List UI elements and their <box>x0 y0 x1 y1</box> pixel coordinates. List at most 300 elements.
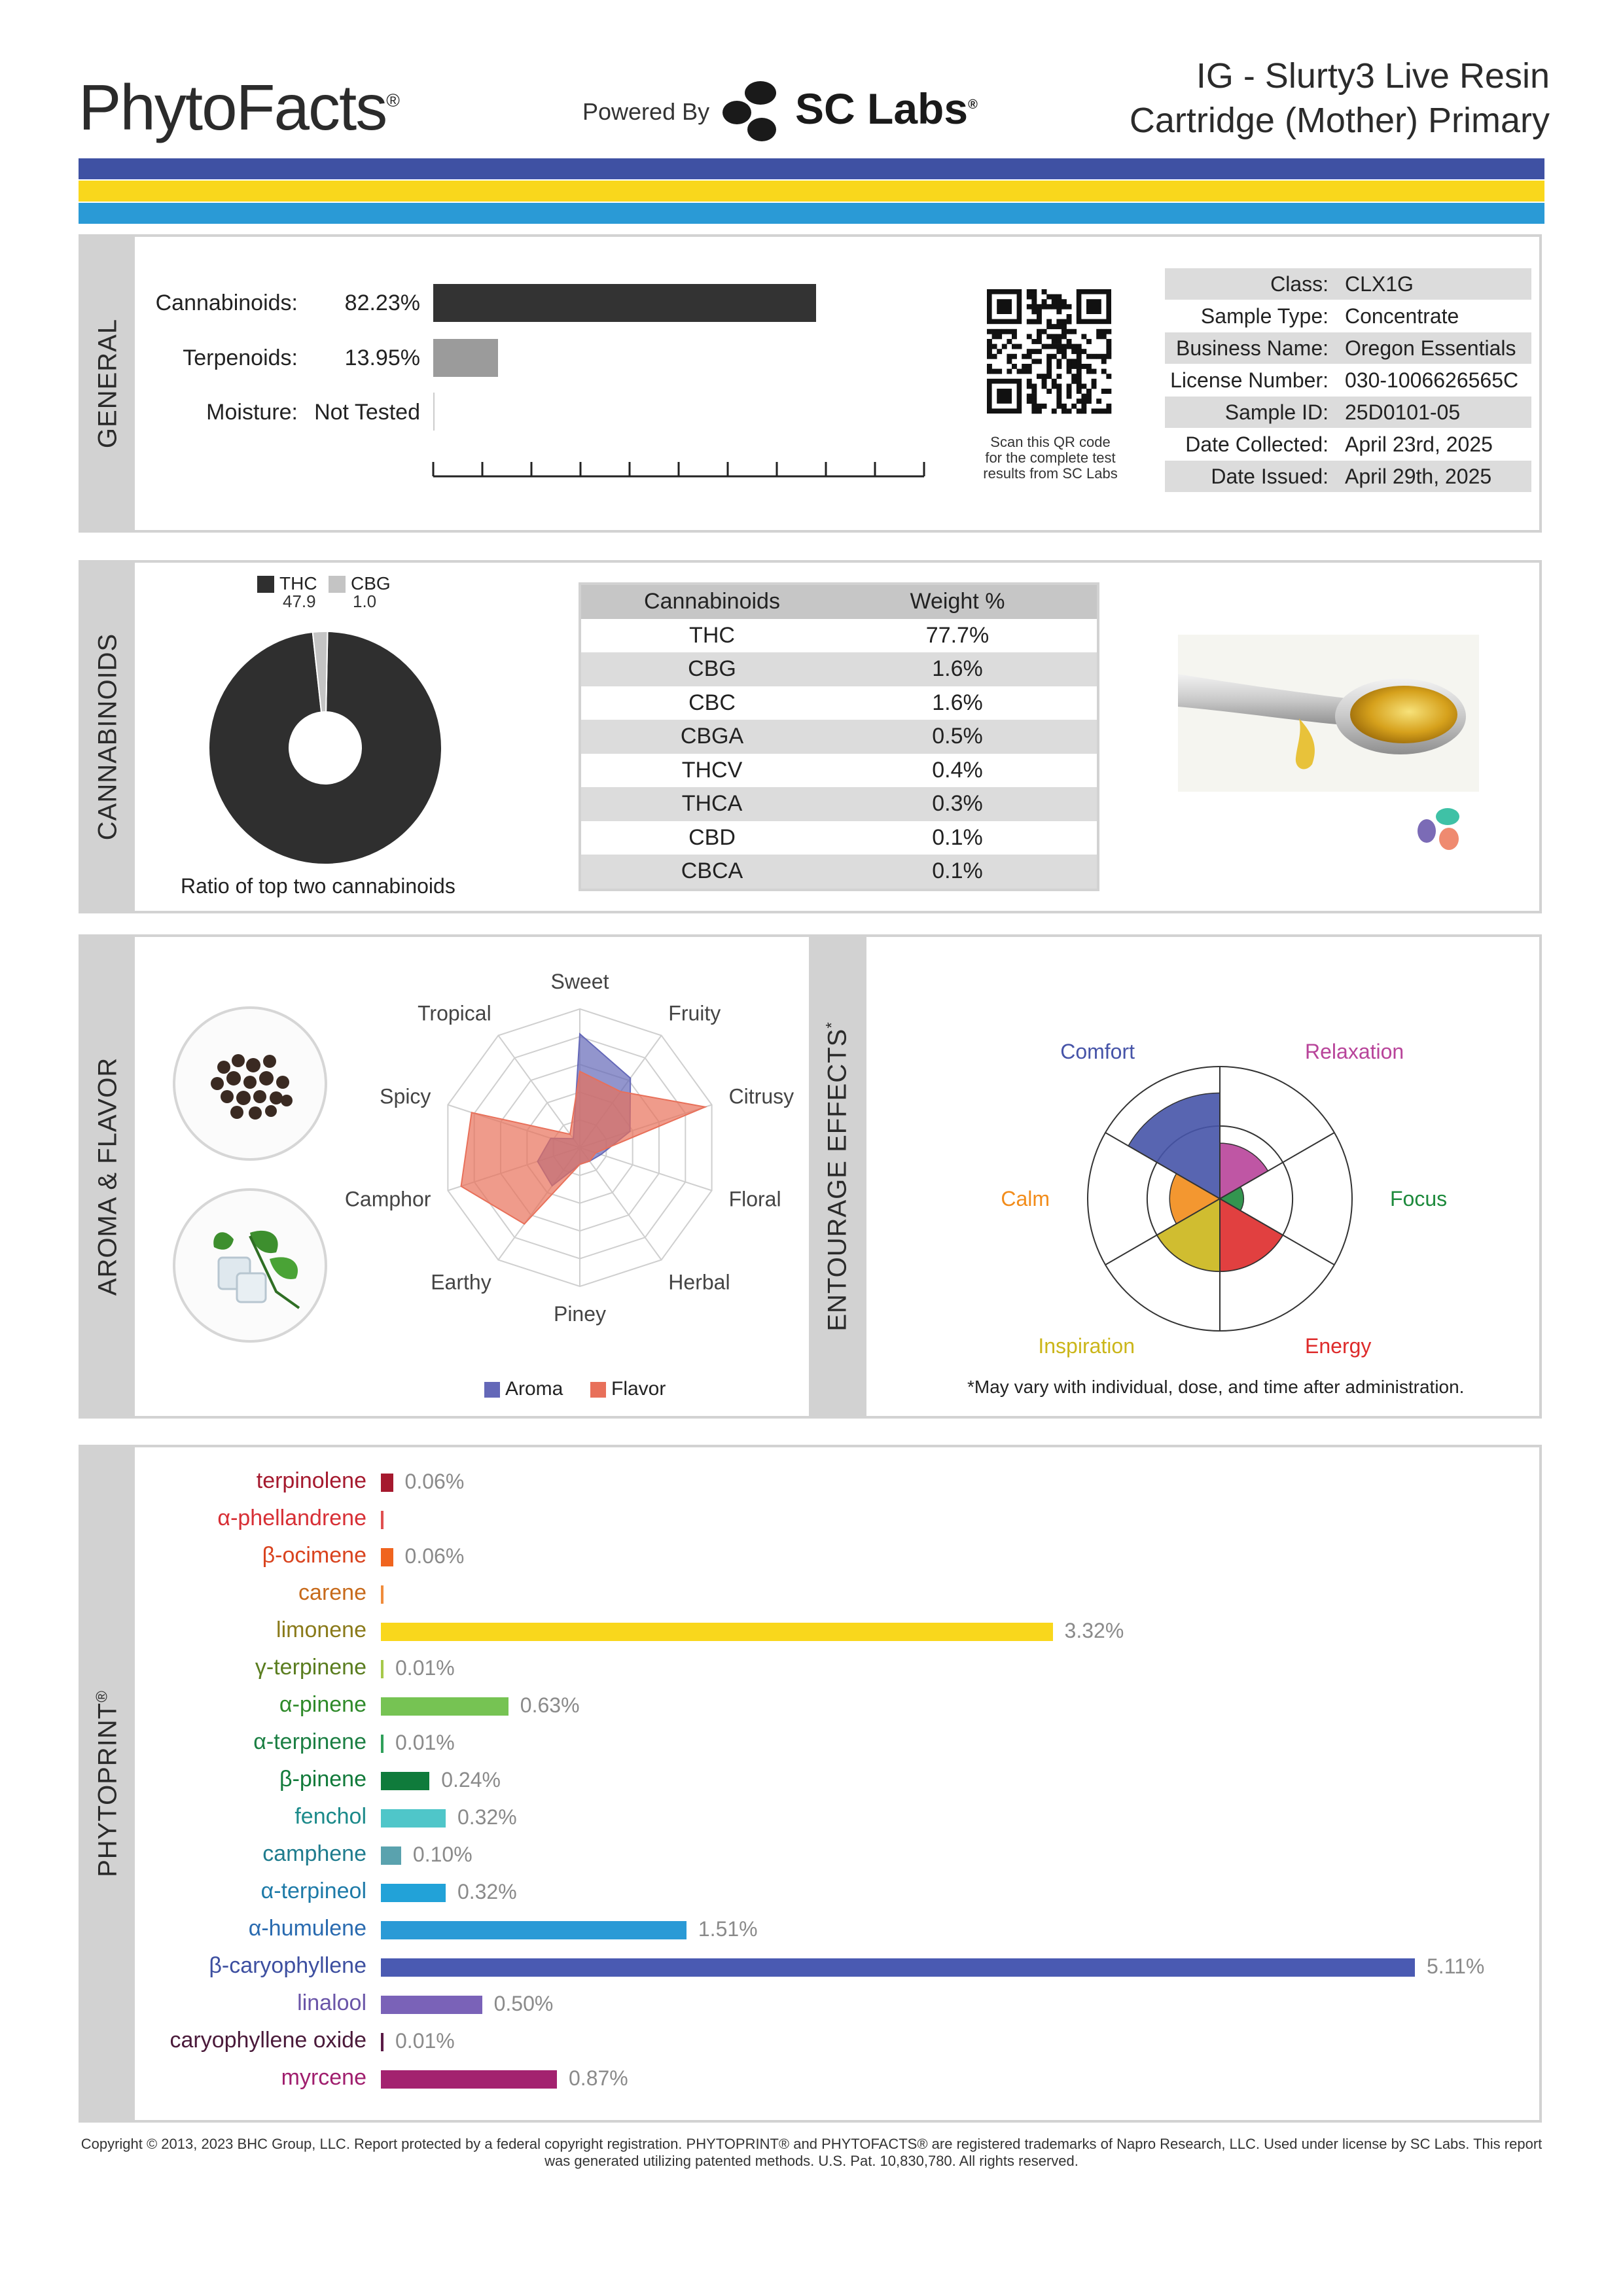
qr-module <box>1046 304 1052 309</box>
detail-license-number <box>1165 364 1531 396</box>
qr-module <box>1071 329 1077 334</box>
qr-module <box>1081 334 1086 339</box>
terpene-bar <box>381 1809 446 1828</box>
qr-module <box>1002 329 1007 334</box>
qr-code-icon <box>987 289 1111 414</box>
qr-module <box>1031 309 1037 314</box>
cell-name: CBG <box>688 656 736 681</box>
qr-module <box>1052 304 1057 309</box>
qr-module <box>1067 408 1072 414</box>
table-row <box>581 787 1097 821</box>
qr-module <box>1106 408 1111 414</box>
qr-module <box>1077 383 1082 389</box>
detail-date-collected <box>1165 429 1531 460</box>
terpene-bar <box>381 1958 1415 1977</box>
qr-module <box>1012 334 1017 339</box>
qr-module <box>1056 334 1061 339</box>
qr-module <box>1086 369 1092 374</box>
qr-module <box>1081 394 1086 399</box>
legend-flavor-swatch <box>590 1382 606 1398</box>
qr-module <box>1056 294 1061 300</box>
qr-module <box>1037 349 1042 354</box>
terpene-bar <box>381 1623 1053 1641</box>
ratio-donut-chart <box>207 629 444 866</box>
qr-module <box>1027 364 1032 369</box>
qr-module <box>1046 374 1052 379</box>
qr-module <box>1092 408 1097 414</box>
terpenoids-bar <box>433 339 498 377</box>
qr-module <box>1067 319 1072 325</box>
cell-name: THCA <box>681 791 743 816</box>
moisture-label: Moisture: <box>206 400 298 425</box>
qr-module <box>1052 354 1057 359</box>
qr-module <box>1031 359 1037 364</box>
qr-module <box>1077 369 1082 374</box>
qr-module <box>1106 404 1111 409</box>
header-weight: Weight % <box>910 589 1005 614</box>
qr-module <box>1096 329 1101 334</box>
qr-module <box>997 369 1002 374</box>
qr-module <box>992 344 997 349</box>
peppercorn-icon <box>171 1005 329 1162</box>
cell-weight: 0.3% <box>932 791 983 816</box>
radar-axis-label-piney: Piney <box>553 1302 607 1326</box>
detail-key: Business Name: <box>1176 336 1329 360</box>
radar-axis-label-citrusy: Citrusy <box>728 1084 794 1108</box>
entourage-label-energy: Energy <box>1305 1334 1372 1358</box>
entourage-effects-chart <box>929 981 1531 1358</box>
radar-spoke <box>580 1148 662 1260</box>
qr-module <box>1002 344 1007 349</box>
terpene-name: limonene <box>276 1617 366 1642</box>
radar-axis-label-earthy: Earthy <box>431 1270 491 1294</box>
qr-module <box>1017 369 1022 374</box>
qr-module <box>1071 359 1077 364</box>
qr-module <box>1086 339 1092 344</box>
qr-module <box>1106 354 1111 359</box>
qr-module <box>1046 294 1052 300</box>
terpene-value: 0.87% <box>569 2066 628 2090</box>
qr-module <box>1037 339 1042 344</box>
qr-module <box>1067 339 1072 344</box>
qr-module <box>1031 299 1037 304</box>
qr-module <box>1096 398 1101 404</box>
qr-module <box>1056 299 1061 304</box>
legend-thc-name: THC <box>279 573 317 593</box>
qr-module <box>1031 408 1037 414</box>
qr-module <box>1056 304 1061 309</box>
cannabinoids-table <box>579 582 1099 891</box>
qr-module <box>1056 398 1061 404</box>
qr-module <box>1101 354 1107 359</box>
qr-module <box>1042 404 1047 409</box>
qr-module <box>1077 408 1082 414</box>
qr-module <box>1017 344 1022 349</box>
detail-value: 25D0101-05 <box>1345 400 1461 424</box>
qr-module <box>987 339 992 344</box>
qr-module <box>987 364 992 369</box>
qr-module <box>1012 329 1017 334</box>
terpene-name: carene <box>298 1580 366 1605</box>
qr-module <box>1092 379 1097 384</box>
table-row <box>581 686 1097 720</box>
qr-module <box>1056 324 1061 329</box>
qr-module <box>1027 383 1032 389</box>
qr-module <box>1046 354 1052 359</box>
qr-module <box>1027 394 1032 399</box>
terpene-name: α-terpineol <box>260 1879 366 1903</box>
terpene-bar <box>381 1511 383 1529</box>
qr-module <box>1061 404 1067 409</box>
terpene-value: 0.50% <box>493 1992 554 2015</box>
qr-finder-core <box>997 299 1012 314</box>
qr-module <box>1101 334 1107 339</box>
aroma-section-label: AROMA & FLAVOR <box>93 1057 122 1296</box>
qr-module <box>1007 369 1012 374</box>
terpene-value: 0.06% <box>404 1544 465 1568</box>
qr-module <box>1067 329 1072 334</box>
terpene-bar <box>381 1697 508 1716</box>
qr-module <box>1046 369 1052 374</box>
qr-module <box>1022 369 1027 374</box>
qr-module <box>1077 354 1082 359</box>
terpene-bar <box>381 1921 687 1939</box>
qr-module <box>1081 349 1086 354</box>
qr-module <box>1106 329 1111 334</box>
qr-module <box>1061 354 1067 359</box>
qr-module <box>1056 344 1061 349</box>
detail-key: Sample ID: <box>1224 400 1329 424</box>
qr-module <box>1052 334 1057 339</box>
qr-module <box>992 369 997 374</box>
qr-module <box>1027 294 1032 300</box>
qr-module <box>1061 408 1067 414</box>
brand-logo: PhytoFacts® <box>79 71 399 143</box>
entourage-section-label: ENTOURAGE EFFECTS* <box>823 1021 852 1332</box>
aroma-sidebar <box>81 937 135 1416</box>
qr-module <box>1056 404 1061 409</box>
detail-key: Date Collected: <box>1185 433 1329 456</box>
detail-value: April 23rd, 2025 <box>1345 433 1493 456</box>
qr-finder-core <box>997 389 1012 404</box>
cell-name: CBGA <box>680 724 744 749</box>
qr-module <box>1052 344 1057 349</box>
qr-module <box>1101 408 1107 414</box>
detail-value: April 29th, 2025 <box>1345 465 1492 488</box>
qr-module <box>1096 334 1101 339</box>
phytoprint-sidebar <box>81 1447 135 2120</box>
terpene-value: 0.32% <box>457 1880 517 1903</box>
terpene-value: 5.11% <box>1427 1954 1485 1978</box>
powered-by-label: Powered By <box>582 98 710 125</box>
legend-flavor-label: Flavor <box>611 1378 666 1400</box>
qr-module <box>1027 289 1032 294</box>
entourage-label-comfort: Comfort <box>1060 1039 1135 1063</box>
qr-module <box>1052 408 1057 414</box>
qr-module <box>992 334 997 339</box>
qr-module <box>1042 379 1047 384</box>
qr-module <box>1092 369 1097 374</box>
qr-module <box>1031 319 1037 325</box>
qr-module <box>1106 344 1111 349</box>
qr-module <box>1096 408 1101 414</box>
detail-key: License Number: <box>1170 368 1329 392</box>
cell-name: CBCA <box>681 858 743 883</box>
aroma-flavor-radar-chart <box>340 970 812 1348</box>
qr-module <box>1046 319 1052 325</box>
qr-module <box>1027 304 1032 309</box>
qr-module <box>1046 389 1052 394</box>
terpene-value: 0.32% <box>457 1805 517 1829</box>
qr-module <box>1061 349 1067 354</box>
terpene-name: caryophyllene oxide <box>169 2028 366 2053</box>
qr-module <box>1012 354 1017 359</box>
qr-module <box>1037 374 1042 379</box>
cell-weight: 77.7% <box>925 622 990 648</box>
legend-cbg-name: CBG <box>351 573 391 593</box>
qr-module <box>1061 299 1067 304</box>
qr-module <box>1061 324 1067 329</box>
qr-module <box>1101 359 1107 364</box>
detail-value: 030-1006626565C <box>1345 368 1519 392</box>
qr-module <box>987 329 992 334</box>
ratio-caption: Ratio of top two cannabinoids <box>181 874 455 898</box>
qr-module <box>987 354 992 359</box>
legend-aroma-swatch <box>484 1382 500 1398</box>
qr-module <box>1037 334 1042 339</box>
detail-sample-type <box>1165 300 1531 332</box>
table-row <box>581 619 1097 653</box>
terpenoids-label: Terpenoids: <box>183 345 298 370</box>
cell-weight: 0.1% <box>932 824 983 850</box>
qr-module <box>1077 389 1082 394</box>
cell-name: THCV <box>681 757 743 783</box>
qr-module <box>1052 383 1057 389</box>
qr-module <box>1101 329 1107 334</box>
table-row <box>581 720 1097 754</box>
detail-business-name <box>1165 332 1531 364</box>
terpene-bar <box>381 1735 383 1753</box>
cell-name: CBD <box>688 824 736 850</box>
radar-axis-label-herbal: Herbal <box>668 1270 730 1294</box>
qr-module <box>1067 383 1072 389</box>
qr-module <box>1027 398 1032 404</box>
footer <box>79 2136 1544 2170</box>
qr-module <box>1037 404 1042 409</box>
qr-module <box>1106 349 1111 354</box>
terpene-name: α-humulene <box>248 1916 366 1941</box>
qr-module <box>1031 349 1037 354</box>
terpene-value: 1.51% <box>698 1917 758 1941</box>
radar-axis-label-fruity: Fruity <box>668 1001 721 1025</box>
qr-module <box>1086 398 1092 404</box>
qr-module <box>1096 354 1101 359</box>
qr-module <box>1027 334 1032 339</box>
terpene-bar <box>381 1846 401 1865</box>
table-row <box>581 652 1097 686</box>
footer-line2: was generated utilizing patented methods. U.S. Pat. 10,830,780. All rights reserved. <box>544 2153 1079 2169</box>
qr-module <box>1056 339 1061 344</box>
detail-value: CLX1G <box>1345 272 1414 296</box>
qr-module <box>1027 379 1032 384</box>
qr-module <box>1056 374 1061 379</box>
qr-module <box>1081 364 1086 369</box>
product-title-line1: IG - Slurty3 Live Resin <box>1196 56 1550 96</box>
qr-caption-line1: Scan this QR code <box>990 434 1111 450</box>
terpene-bar <box>381 1548 393 1566</box>
qr-module <box>1031 304 1037 309</box>
detail-value: Concentrate <box>1345 304 1459 328</box>
qr-module <box>1046 359 1052 364</box>
terpene-value: 0.01% <box>395 2029 455 2053</box>
cell-name: THC <box>689 622 735 648</box>
qr-module <box>1077 398 1082 404</box>
qr-module <box>1037 408 1042 414</box>
table-row <box>581 754 1097 788</box>
qr-module <box>1086 354 1092 359</box>
qr-module <box>1081 383 1086 389</box>
terpene-value: 3.32% <box>1064 1619 1124 1642</box>
qr-module <box>1031 339 1037 344</box>
qr-module <box>1027 354 1032 359</box>
qr-module <box>1067 314 1072 319</box>
qr-module <box>1077 364 1082 369</box>
ice-mint-icon <box>171 1187 329 1344</box>
qr-module <box>1007 329 1012 334</box>
footer-line1: Copyright © 2013, 2023 BHC Group, LLC. Report protected by a federal copyright registration. PHYTOPRINT® and PHYTOFACTS® are registered trademarks of Napro Research, LLC. Used under license by SC Labs. This report <box>80 2136 1543 2152</box>
legend-cbg-swatch <box>329 576 346 593</box>
qr-module <box>1061 319 1067 325</box>
qr-module <box>1056 349 1061 354</box>
terpenoids-value: 13.95% <box>344 345 420 370</box>
qr-module <box>1031 289 1037 294</box>
qr-module <box>992 354 997 359</box>
sc-labs-logo-icon <box>720 79 792 144</box>
entourage-wedge-relaxation <box>1220 1143 1268 1199</box>
qr-module <box>1037 319 1042 325</box>
cannabinoids-sidebar <box>81 563 135 911</box>
qr-module <box>1101 369 1107 374</box>
qr-module <box>1061 329 1067 334</box>
radar-axis-label-spicy: Spicy <box>380 1084 431 1108</box>
qr-module <box>1031 394 1037 399</box>
cell-weight: 1.6% <box>932 690 983 715</box>
qr-module <box>1077 379 1082 384</box>
terpene-bar <box>381 2033 383 2051</box>
qr-module <box>1092 383 1097 389</box>
qr-module <box>1086 364 1092 369</box>
terpene-name: β-caryophyllene <box>209 1953 366 1978</box>
sc-labs-wordmark: SC Labs® <box>795 84 978 133</box>
terpene-bar <box>381 1660 383 1678</box>
qr-module <box>1027 319 1032 325</box>
qr-module <box>1007 354 1012 359</box>
qr-module <box>1067 369 1072 374</box>
qr-module <box>1037 304 1042 309</box>
qr-module <box>1007 339 1012 344</box>
cell-weight: 0.1% <box>932 858 983 883</box>
qr-module <box>1056 319 1061 325</box>
legend-thc-swatch <box>257 576 274 593</box>
qr-module <box>1101 389 1107 394</box>
terpene-value: 0.10% <box>412 1843 473 1866</box>
terpene-name: α-pinene <box>279 1692 366 1717</box>
terpene-value: 0.24% <box>441 1768 501 1792</box>
qr-caption <box>955 434 1145 482</box>
entourage-note: *May vary with individual, dose, and time after administration. <box>967 1377 1465 1397</box>
radar-series-flavor <box>461 1071 705 1224</box>
cannabinoids-section-label: CANNABINOIDS <box>93 633 122 841</box>
detail-key: Date Issued: <box>1211 465 1329 488</box>
qr-module <box>1056 389 1061 394</box>
qr-module <box>1037 329 1042 334</box>
qr-module <box>1071 344 1077 349</box>
detail-key: Class: <box>1270 272 1329 296</box>
qr-caption-line3: results from SC Labs <box>983 465 1118 482</box>
moisture-value: Not Tested <box>314 400 420 425</box>
qr-module <box>1077 374 1082 379</box>
qr-module <box>1077 359 1082 364</box>
radar-axis-label-camphor: Camphor <box>344 1187 431 1211</box>
entourage-label-inspiration: Inspiration <box>1038 1334 1135 1358</box>
cell-weight: 1.6% <box>932 656 983 681</box>
qr-module <box>1061 334 1067 339</box>
qr-module <box>1031 389 1037 394</box>
qr-module <box>1022 354 1027 359</box>
qr-module <box>997 349 1002 354</box>
qr-module <box>1042 383 1047 389</box>
terpene-name: linalool <box>297 1990 366 2015</box>
terpene-name: β-pinene <box>279 1767 366 1792</box>
cannabinoids-bar <box>433 284 816 322</box>
qr-module <box>1067 394 1072 399</box>
terpene-name: terpinolene <box>256 1468 366 1493</box>
qr-module <box>1046 364 1052 369</box>
terpene-value: 0.01% <box>395 1656 455 1680</box>
qr-module <box>1031 294 1037 300</box>
qr-module <box>1027 369 1032 374</box>
qr-module <box>1071 364 1077 369</box>
qr-module <box>1081 398 1086 404</box>
terpene-bar <box>381 1585 383 1604</box>
entourage-sidebar <box>809 937 866 1416</box>
entourage-label-calm: Calm <box>1001 1187 1050 1210</box>
qr-module <box>1081 408 1086 414</box>
qr-module <box>1067 364 1072 369</box>
table-row <box>581 821 1097 855</box>
resin-spoon-illustration <box>1178 635 1486 864</box>
qr-module <box>1042 329 1047 334</box>
qr-module <box>1077 349 1082 354</box>
qr-module <box>1052 299 1057 304</box>
terpene-name: myrcene <box>281 2065 366 2090</box>
table-header <box>581 585 1097 619</box>
terpene-name: camphene <box>262 1841 366 1866</box>
table-row <box>581 855 1097 889</box>
legend-thc-value: 47.9 <box>283 592 316 611</box>
product-title-line2: Cartridge (Mother) Primary <box>1129 101 1550 140</box>
qr-module <box>1037 309 1042 314</box>
qr-module <box>1037 359 1042 364</box>
qr-module <box>1092 354 1097 359</box>
terpene-name: fenchol <box>294 1804 366 1829</box>
qr-module <box>1042 299 1047 304</box>
radar-axis-label-sweet: Sweet <box>550 970 609 993</box>
terpene-value: 0.06% <box>404 1470 465 1493</box>
cannabinoids-label: Cannabinoids: <box>155 291 298 315</box>
qr-module <box>1056 364 1061 369</box>
general-sidebar <box>81 237 135 530</box>
